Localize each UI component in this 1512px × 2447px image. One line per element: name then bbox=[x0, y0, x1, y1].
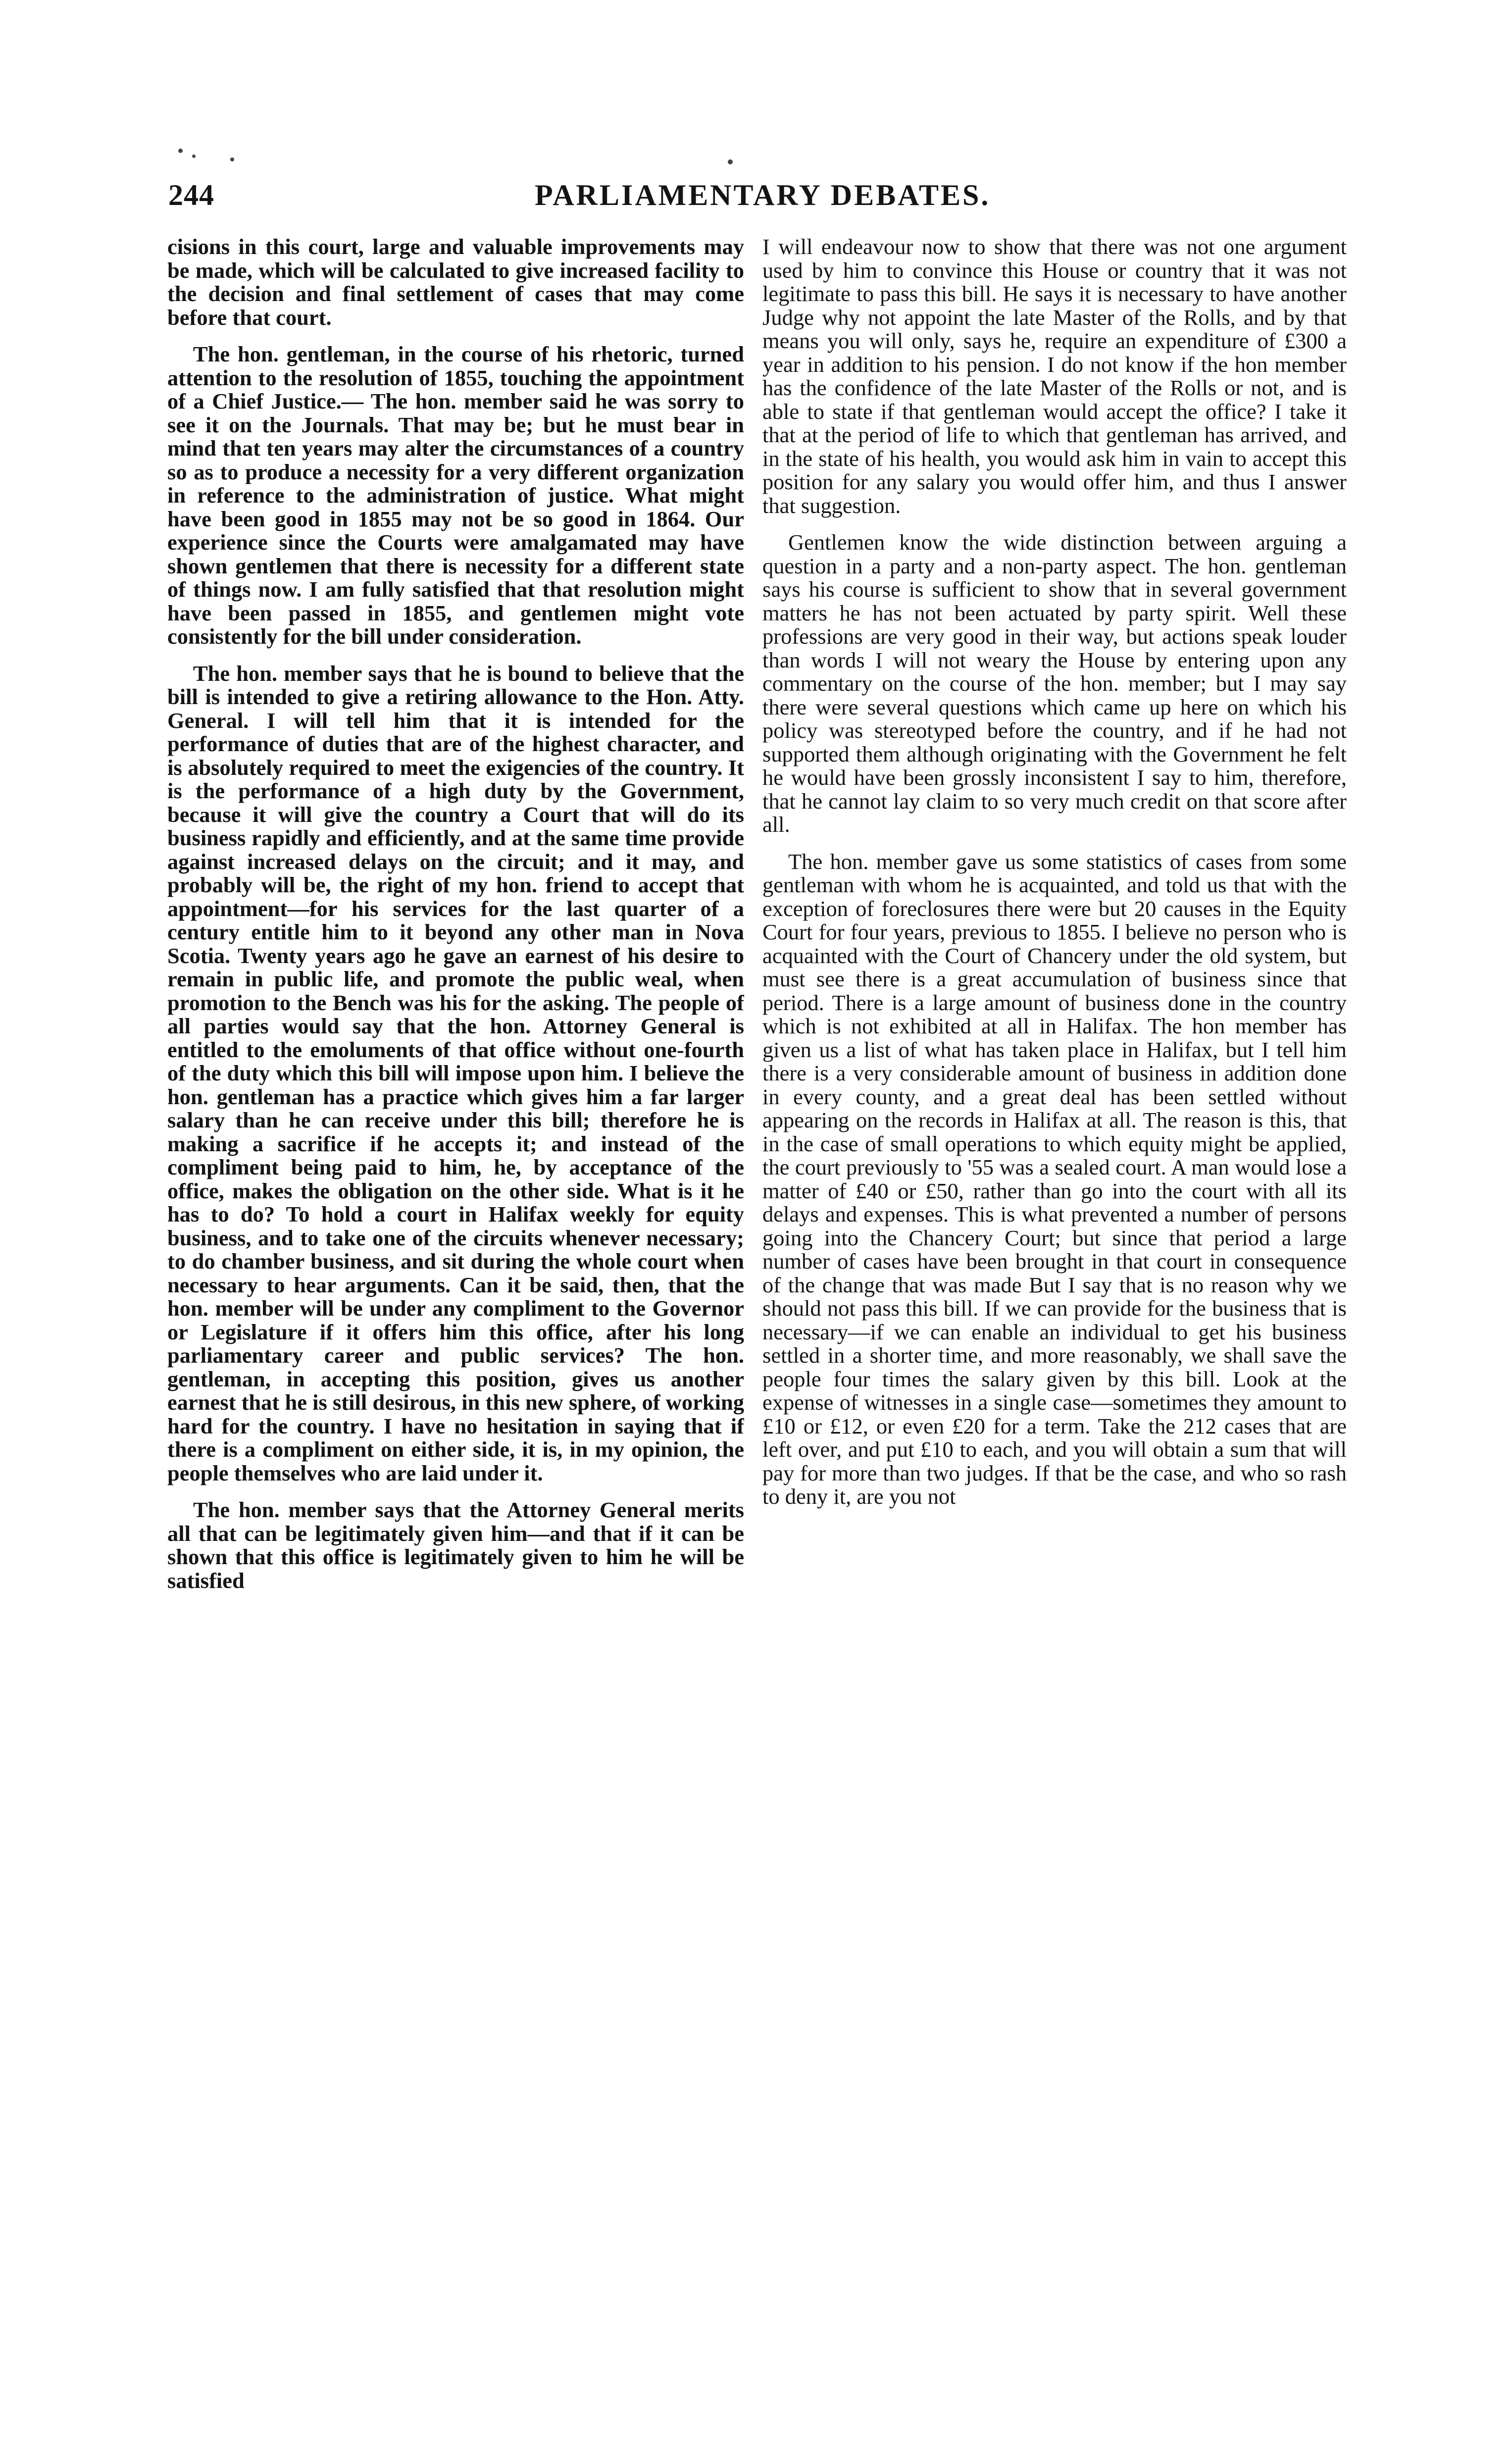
paragraph: The hon. member says that he is bound to believe that the bill is intended to give a retiring allowance to the Hon. Atty. General. I will tell him that it is intended for the performance of duties that are of the highest character, and is absolutely required to meet the exigencies of the country. It is the performance of a high duty by the Government, because it will give the country a Court that will do its business rapidly and efficiently, and at the same time provide against increased delays on the circuit; and it may, and probably will be, the right of my hon. friend to accept that appointment—for his services for the last quarter of a century entitle him to it beyond any other man in Nova Scotia. Twenty years ago he gave an earnest of his desire to remain in public life, and promote the public weal, when promotion to the Bench was his for the asking. The people of all parties would say that the hon. Attorney General is entitled to the emoluments of that office without one-fourth of the duty which this bill will impose upon him. I believe the hon. gentleman has a practice which gives him a far larger salary than he can receive under this bill; therefore he is making a sacrifice if he accepts it; and instead of the compliment being paid to him, he, by acceptance of the office, makes the obligation on the other side. What is it he has to do? To hold a court in Halifax weekly for equity business, and to take one of the circuits whenever necessary; to do chamber business, and sit during the whole court when necessary to hear arguments. Can it be said, then, that the hon. member will be under any compliment to the Governor or Legislature if it offers him this office, after his long parliamentary career and public services? The hon. gentleman, in accepting this position, gives us another earnest that he is still desirous, in this new sphere, of working hard for the country. I have no hesitation in saying that if there is a compliment on either side, it is, in my opinion, the people themselves who are laid under it. bbox=[167, 661, 744, 1485]
right-column bbox=[762, 235, 1347, 2315]
paragraph: The hon. gentleman, in the course of his rhetoric, turned attention to the resolution of 1855, touching the appointment of a Chief Justice.— The hon. member said he was sorry to see it on the Journals. That may be; but he must bear in mind that ten years may alter the circumstances of a country so as to produce a necessity for a very different organization in reference to the administration of justice. What might have been good in 1855 may not be so good in 1864. Our experience since the Courts were amalgamated may have shown gentlemen that there is necessity for a different state of things now. I am fully satisfied that that resolution might have been passed in 1855, and gentlemen might vote consistently for the bill under consideration. bbox=[167, 342, 744, 649]
paragraph: The hon. member says that the Attorney General merits all that can be legitimately given him—and that if it can be shown that this office is legitimately given to him he will be satisfied bbox=[167, 1497, 744, 1593]
paragraph: The hon. member gave us some statistics of cases from some gentleman with whom he is acquainted, and told us that with the exception of foreclosures there were but 20 causes in the Equity Court for four years, previous to 1855. I believe no person who is acquainted with the Court of Chancery under the old system, but must see there is a great accumulation of business since that period. There is a large amount of business done in the country which is not exhibited at all in Halifax. The hon member has given us a list of what has taken place in Halifax, but I tell him there is a very considerable amount of business in addition done in every county, and a great deal has been settled without appearing on the records in Halifax at all. The reason is this, that in the case of small operations to which equity might be applied, the court previously to '55 was a sealed court. A man would lose a matter of £40 or £50, rather than go into the court with all its delays and expenses. This is what prevented a number of persons going into the Chancery Court; but since that period a large number of cases have been brought in that court in consequence of the change that was made But I say that is no reason why we should not pass this bill. If we can provide for the business that is necessary—if we can enable an individual to get his business settled in a shorter time, and more reasonably, we shall save the people four times the salary given by this bill. Look at the expense of witnesses in a single case—sometimes they amount to £10 or £12, or even £20 for a term. Take the 212 cases that are left over, and put £10 to each, and you will obtain a sum that will pay for more than two judges. If that be the case, and who so rash to deny it, are you not bbox=[762, 849, 1347, 1509]
page-header bbox=[168, 178, 1322, 223]
ink-speck bbox=[178, 149, 183, 153]
left-column bbox=[167, 235, 744, 2315]
ink-speck bbox=[728, 159, 733, 164]
paragraph: I will endeavour now to show that there was not one argument used by him to convince this House or country that it was not legitimate to pass this bill. He says it is necessary to have another Judge why not appoint the late Master of the Rolls, and by that means you will only, says he, require an expenditure of £300 a year in addition to his pension. I do not know if the hon member has the confidence of the late Master of the Rolls or not, and is able to state if that gentleman would accept the office? I take it that at the period of life to which that gentleman has arrived, and in the state of his health, you would ask him in vain to accept this position for any salary you would offer him, and thus I answer that suggestion. bbox=[762, 235, 1347, 518]
paragraph: cisions in this court, large and valuable improvements may be made, which will be calculated to give increased facility to the decision and final settlement of cases that may come before that court. bbox=[167, 235, 744, 330]
page-number: 244 bbox=[168, 179, 214, 211]
running-head: PARLIAMENTARY DEBATES. bbox=[535, 179, 991, 211]
paragraph: Gentlemen know the wide distinction between arguing a question in a party and a non-party aspect. The hon. gentleman says his course is sufficient to show that in several government matters he has not been actuated by party spirit. Well these professions are very good in their way, but actions speak louder than words I will not weary the House by entering upon any commentary on the course of the hon. member; but I may say there were several questions which came up here on which his policy was stereotyped before the country, and if he had not supported them although originating with the Government he felt he would have been grossly inconsistent I say to him, therefore, that he cannot lay claim to so very much credit on that score after all. bbox=[762, 530, 1347, 837]
ink-speck bbox=[230, 157, 234, 161]
ink-speck bbox=[192, 154, 196, 158]
